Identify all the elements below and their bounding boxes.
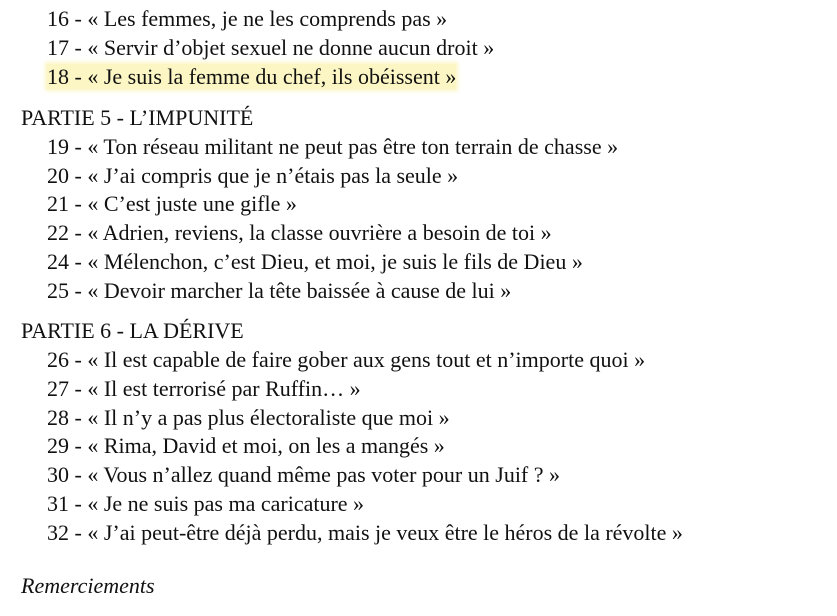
toc-entry-25[interactable]: [47, 277, 511, 305]
entry-number: 19: [47, 134, 69, 159]
toc-entry-20[interactable]: [47, 162, 458, 190]
entry-separator: -: [69, 405, 88, 430]
entry-number: 28: [47, 405, 69, 430]
entry-number: 30: [47, 462, 69, 487]
entry-number: 24: [47, 249, 69, 274]
entry-number: 26: [47, 347, 69, 372]
entry-separator: -: [69, 220, 88, 245]
entry-number: 32: [47, 520, 69, 545]
entry-separator: -: [69, 347, 88, 372]
toc-entry-19[interactable]: [47, 133, 618, 161]
toc-entry-26[interactable]: [47, 346, 645, 374]
entry-title: « Rima, David et moi, on les a mangés »: [87, 433, 445, 458]
entry-separator: -: [69, 35, 88, 60]
entry-title: « Mélenchon, c’est Dieu, et moi, je suis le fils de Dieu »: [87, 249, 583, 274]
acknowledgements-link[interactable]: Remerciements: [21, 573, 155, 598]
entry-number: 29: [47, 433, 69, 458]
toc-entry-22[interactable]: [47, 219, 552, 247]
toc-entry-21[interactable]: [47, 190, 297, 218]
entry-title: « Je suis la femme du chef, ils obéissent »: [87, 64, 457, 89]
toc-entry-30[interactable]: [47, 461, 560, 489]
toc-entry-31[interactable]: [47, 490, 364, 518]
entry-separator: -: [69, 433, 88, 458]
entry-separator: -: [69, 163, 88, 188]
entry-title: « Il est terrorisé par Ruffin… »: [87, 376, 361, 401]
entry-title: « Les femmes, je ne les comprends pas »: [87, 6, 448, 31]
entry-separator: -: [69, 278, 88, 303]
entry-number: 22: [47, 220, 69, 245]
entry-separator: -: [69, 64, 88, 89]
entry-number: 18: [47, 64, 69, 89]
toc-entry-24[interactable]: [47, 248, 583, 276]
highlight: [47, 64, 456, 89]
entry-title: « Servir d’objet sexuel ne donne aucun droit »: [87, 35, 495, 60]
entry-number: 31: [47, 491, 69, 516]
entry-number: 21: [47, 191, 69, 216]
entry-title: « Il n’y a pas plus électoraliste que moi »: [87, 405, 450, 430]
entry-number: 20: [47, 163, 69, 188]
toc-entry-16[interactable]: [47, 5, 447, 33]
entry-title: « Il est capable de faire gober aux gens tout et n’importe quoi »: [87, 347, 646, 372]
entry-separator: -: [69, 134, 88, 159]
entry-title: « J’ai peut-être déjà perdu, mais je veux être le héros de la révolte »: [87, 520, 683, 545]
entry-title: « Adrien, reviens, la classe ouvrière a besoin de toi »: [87, 220, 552, 245]
part-6-heading[interactable]: PARTIE 6 - LA DÉRIVE: [21, 318, 244, 343]
entry-number: 17: [47, 35, 69, 60]
entry-title: « C’est juste une gifle »: [87, 191, 297, 216]
entry-number: 16: [47, 6, 69, 31]
entry-number: 27: [47, 376, 69, 401]
entry-separator: -: [69, 491, 88, 516]
entry-title: « Je ne suis pas ma caricature »: [87, 491, 365, 516]
toc-entry-29[interactable]: [47, 432, 445, 460]
entry-title: « J’ai compris que je n’étais pas la seule »: [87, 163, 459, 188]
toc-entry-32[interactable]: [47, 519, 683, 547]
entry-number: 25: [47, 278, 69, 303]
toc-entry-27[interactable]: [47, 375, 361, 403]
entry-title: « Devoir marcher la tête baissée à cause de lui »: [87, 278, 512, 303]
toc-entry-28[interactable]: [47, 404, 450, 432]
entry-separator: -: [69, 191, 88, 216]
entry-separator: -: [69, 520, 88, 545]
toc-entry-18-highlighted[interactable]: [47, 63, 456, 91]
entry-separator: -: [69, 376, 88, 401]
entry-title: « Vous n’allez quand même pas voter pour un Juif ? »: [87, 462, 561, 487]
entry-title: « Ton réseau militant ne peut pas être ton terrain de chasse »: [87, 134, 619, 159]
toc-entry-17[interactable]: [47, 34, 494, 62]
entry-separator: -: [69, 6, 88, 31]
part-5-heading[interactable]: PARTIE 5 - L’IMPUNITÉ: [21, 105, 254, 130]
entry-separator: -: [69, 249, 88, 274]
entry-separator: -: [69, 462, 88, 487]
